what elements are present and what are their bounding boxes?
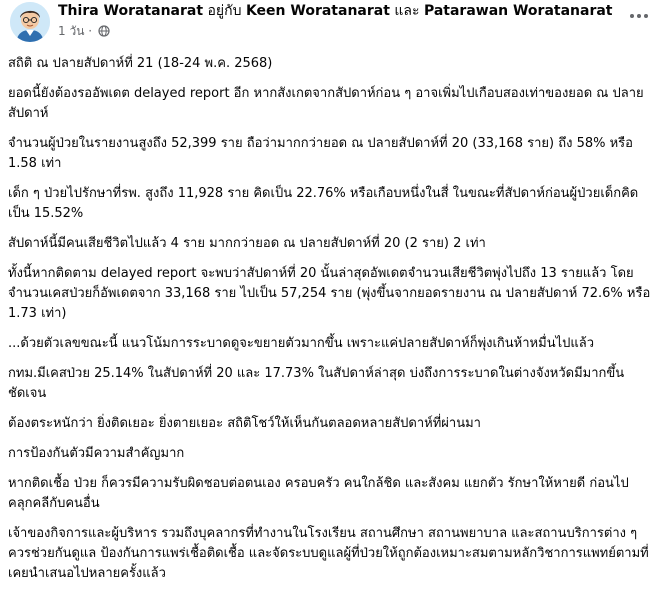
paragraph: การป้องกันตัวมีความสำคัญมาก <box>8 446 185 461</box>
paragraph: ยอดนี้ยังต้องรออัพเดต delayed report อีก หากสังเกตจากสัปดาห์ก่อน ๆ อาจเพิ่มไปเกือบสองเท่าของยอด ณ ปลายสัปดาห์ <box>8 86 644 121</box>
more-options-icon[interactable] <box>621 4 657 28</box>
paragraph: สถิติ ณ ปลายสัปดาห์ที่ 21 (18-24 พ.ค. 2568) <box>8 56 273 71</box>
paragraph: ต้องตระหนักว่า ยิ่งติดเยอะ ยิ่งตายเยอะ สถิติโชว์ให้เห็นกันตลอดหลายสัปดาห์ที่ผ่านมา <box>8 416 481 431</box>
paragraph: จำนวนผู้ป่วยในรายงานสูงถึง 52,399 ราย ถือว่ามากกว่ายอด ณ ปลายสัปดาห์ที่ 20 (33,168 ราย) ถึง 58% หรือ 1.58 เท่า <box>8 136 633 171</box>
paragraph: เจ้าของกิจการและผู้บริหาร รวมถึงบุคลากรที่ทำงานในโรงเรียน สถานศึกษา สถานพยาบาล และสถานบริการต่าง ๆ ควรช่วยกันดูแล ป้องกันการแพร่เชื้อติดเชื้อ และจัดระบบดูแลผู้ที่ป่วยให้ถูกต้องเหมาะสมตามหลักวิชาการแพทย์ตามที่เคยนำเสนอไปหลายครั้งแล้ว <box>8 526 649 581</box>
post-body <box>8 54 654 594</box>
paragraph: สัปดาห์นี้มีคนเสียชีวิตไปแล้ว 4 ราย มากกว่ายอด ณ ปลายสัปดาห์ที่ 20 (2 ราย) 2 เท่า <box>8 236 486 251</box>
author-line <box>58 2 613 20</box>
with-text: อยู่กับ <box>207 3 242 19</box>
avatar-cartoon-icon[interactable] <box>10 2 50 42</box>
paragraph: ...ด้วยตัวเลขขณะนี้ แนวโน้มการระบาดดูจะขยายตัวมากขึ้น เพราะแค่ปลายสัปดาห์ก็พุ่งเกินห้าหมื่นไปแล้ว <box>8 336 595 351</box>
post-time[interactable]: 1 วัน <box>58 24 85 38</box>
paragraph: กทม.มีเคสป่วย 25.14% ในสัปดาห์ที่ 20 และ 17.73% ในสัปดาห์ล่าสุด บ่งถึงการระบาดในต่างจังหวัดมีมากขึ้นชัดเจน <box>8 366 625 401</box>
globe-icon[interactable] <box>98 25 110 41</box>
tagged-person-2[interactable]: Patarawan Woratanarat <box>423 3 613 19</box>
paragraph: เด็ก ๆ ป่วยไปรักษาที่รพ. สูงถึง 11,928 ราย คิดเป็น 22.76% หรือเกือบหนึ่งในสี่ ในขณะที่สัปดาห์ก่อนผู้ป่วยเด็กคิดเป็น 15.52% <box>8 186 639 221</box>
paragraph: ทั้งนี้หากติดตาม delayed report จะพบว่าสัปดาห์ที่ 20 นั้นล่าสุดอัพเดตจำนวนเสียชีวิตพุ่งไปถึง 13 รายแล้ว โดยจำนวนเคสป่วยก็อัพเดตจาก 33,168 ราย ไปเป็น 57,254 ราย (พุ่งขึ้นจากยอดรายงาน ณ ปลายสัปดาห์ 72.6% หรือ 1.73 เท่า) <box>8 266 651 321</box>
separator: · <box>88 24 93 38</box>
paragraph: หากติดเชื้อ ป่วย ก็ควรมีความรับผิดชอบต่อตนเอง ครอบครัว คนใกล้ชิด และสังคม แยกตัว รักษาให้หายดี ก่อนไปคลุกคลีกับคนอื่น <box>8 476 629 511</box>
and-text: และ <box>394 3 420 19</box>
post-header <box>10 0 671 46</box>
tagged-person-1[interactable]: Keen Woratanarat <box>245 3 390 19</box>
post-meta <box>58 23 110 41</box>
author-name[interactable]: Thira Woratanarat <box>58 3 204 19</box>
